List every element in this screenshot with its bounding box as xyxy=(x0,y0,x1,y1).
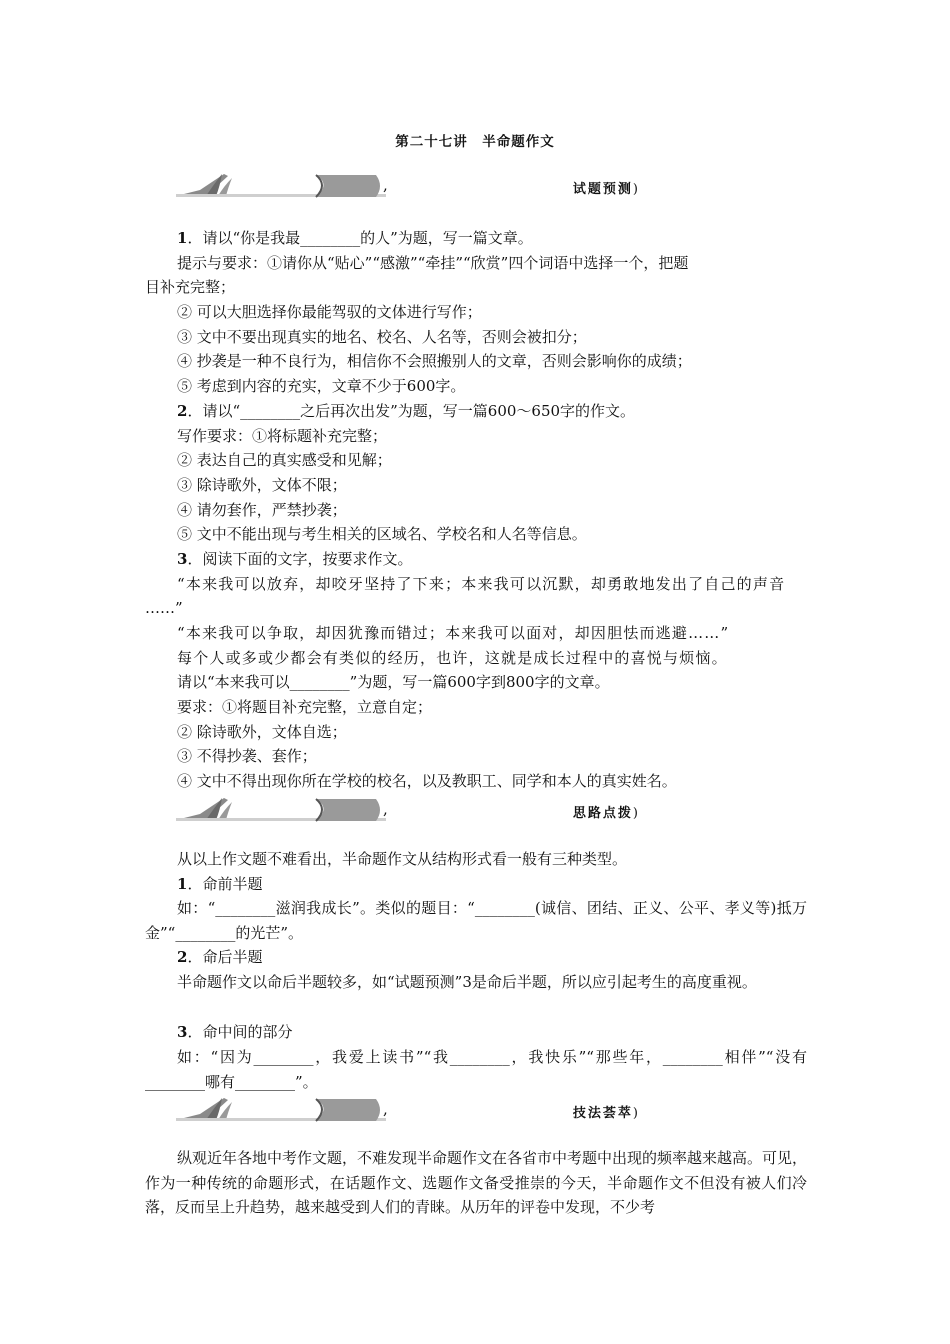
q1-req5: ⑤ 考虑到内容的充实，文章不少于600字。 xyxy=(177,377,466,396)
type1-heading: 1．命前半题 xyxy=(177,874,263,893)
q1-stem: 1．请以“你是我最________的人”为题，写一篇文章。 xyxy=(177,229,533,247)
q3-quote3: 每个人或多或少都会有类似的经历，也许，这就是成长过程中的喜悦与烦恼。 xyxy=(177,648,728,667)
q2-req3: ③ 除诗歌外，文体不限； xyxy=(177,475,347,494)
section-banner-techniques xyxy=(176,1096,806,1124)
section-banner-analysis xyxy=(176,796,806,824)
q3-quote2: “本来我可以争取，却因犹豫而错过；本来我可以面对，却因胆怯而逃避……” xyxy=(177,624,730,642)
type3-heading: 3．命中间的部分 xyxy=(177,1023,293,1041)
q3-req2: ② 除诗歌外，文体自选； xyxy=(177,722,347,741)
q3-task: 请以“本来我可以________”为题，写一篇600字到800字的文章。 xyxy=(177,673,610,692)
q2-stem: 2．请以“________之后再次出发”为题，写一篇600～650字的作文。 xyxy=(177,401,636,420)
type3-body: 如：“因为________，我爱上读书”“我________，我快乐”“那些年，________相伴”“没有________哪有________”。 xyxy=(145,1048,807,1091)
q1-req1-cont: 目补充完整； xyxy=(145,278,236,297)
q1-req1: 提示与要求：①请你从“贴心”“感激”“牵挂”“欣赏”四个词语中选择一个，把题 xyxy=(177,253,689,272)
q2-req5: ⑤ 文中不能出现与考生相关的区域名、学校名和人名等信息。 xyxy=(177,525,587,544)
banner-comma: , xyxy=(383,176,388,194)
q1-req2: ② 可以大胆选择你最能驾驭的文体进行写作； xyxy=(177,303,482,322)
type2-heading: 2．命后半题 xyxy=(177,948,263,966)
analysis-intro: 从以上作文题不难看出，半命题作文从结构形式看一般有三种类型。 xyxy=(177,850,628,868)
q3-req1: 要求：①将题目补充完整，立意自定； xyxy=(177,698,433,717)
section-label-analysis: 思路点拨) xyxy=(572,806,638,821)
q3-stem: 3．阅读下面的文字，按要求作文。 xyxy=(177,549,413,568)
page-title: 第二十七讲 半命题作文 xyxy=(395,134,555,150)
q3-req3: ③ 不得抄袭、套作； xyxy=(177,747,317,766)
type3-heading-block xyxy=(145,1020,805,1045)
banner-ornament-icon xyxy=(176,172,386,200)
q3-quote1-cont: ……” xyxy=(145,599,183,618)
type2-heading-block xyxy=(145,945,805,970)
banner-ornament-icon xyxy=(176,1096,386,1124)
techniques-paragraph: 纵观近年各地中考作文题，不难发现半命题作文在各省市中考题中出现的频率越来越高。可见，作为一种传统的命题形式，在话题作文、选题作文备受推崇的今天，半命题作文不但没有被人们冷落，反而呈上升趋势，越来越受到人们的青睐。从历年的评卷中发现，不少考 xyxy=(145,1149,808,1216)
type1-body: 如：“________滋润我成长”。类似的题目：“________(诚信、团结、正义、公平、孝义等)抵万金”“________的光芒”。 xyxy=(145,899,807,942)
q2-req1: 写作要求：①将标题补充完整； xyxy=(177,426,388,445)
section-banner-forecast xyxy=(176,172,806,200)
question-block xyxy=(145,226,805,794)
banner-comma: , xyxy=(383,1100,388,1118)
section-label-techniques: 技法荟萃) xyxy=(572,1106,638,1121)
q1-req4: ④ 抄袭是一种不良行为，相信你不会照搬别人的文章，否则会影响你的成绩； xyxy=(177,352,692,371)
analysis-block xyxy=(145,847,805,896)
q2-req4: ④ 请勿套作，严禁抄袭； xyxy=(177,500,347,519)
banner-comma: , xyxy=(383,800,388,818)
q1-req3: ③ 文中不要出现真实的地名、校名、人名等，否则会被扣分； xyxy=(177,327,587,346)
type2-body: 半命题作文以命后半题较多，如“试题预测”3是命后半题，所以应引起考生的高度重视。 xyxy=(177,973,757,991)
q2-req2: ② 表达自己的真实感受和见解； xyxy=(177,451,392,470)
q3-quote1: “本来我可以放弃，却咬牙坚持了下来；本来我可以沉默，却勇敢地发出了自己的声音 xyxy=(177,574,786,593)
q3-req4: ④ 文中不得出现你所在学校的校名，以及教职工、同学和本人的真实姓名。 xyxy=(177,772,677,791)
section-label-forecast: 试题预测) xyxy=(572,182,638,197)
banner-ornament-icon xyxy=(176,796,386,824)
